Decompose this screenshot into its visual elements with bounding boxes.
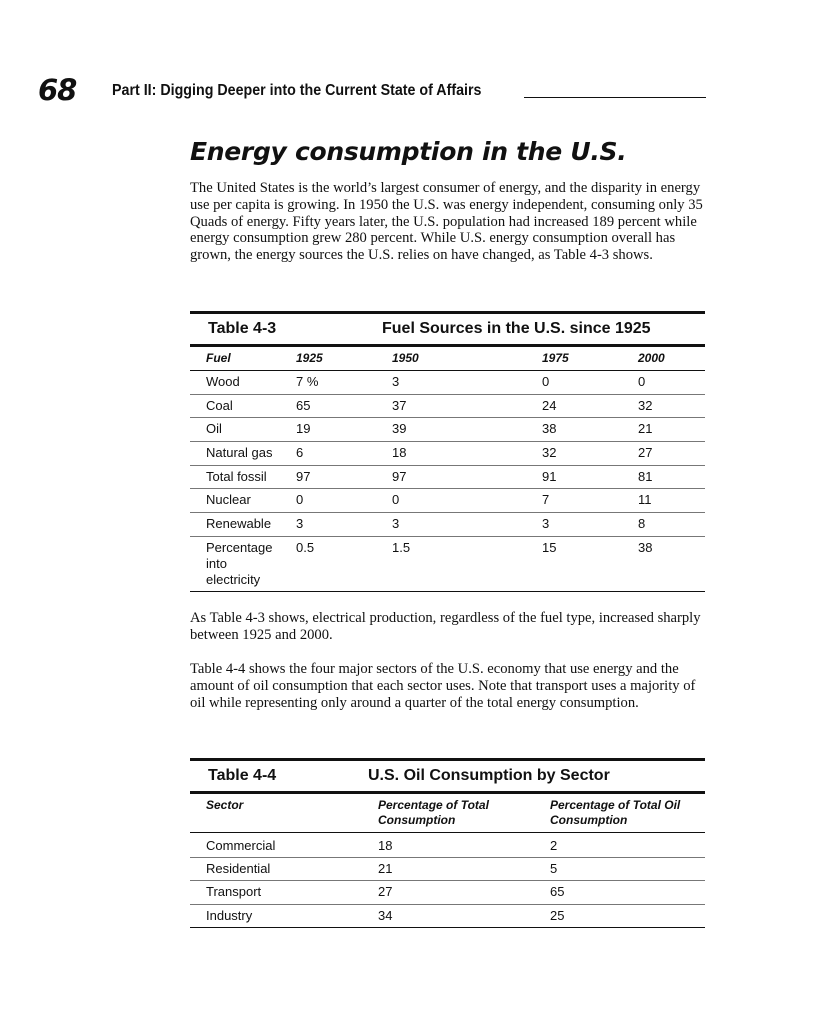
column-header: Percentage of Total Consumption bbox=[362, 793, 534, 833]
table-cell: 65 bbox=[280, 394, 376, 418]
table-cell: 21 bbox=[622, 418, 705, 442]
table-cell: 5 bbox=[534, 858, 705, 881]
table-cell: 3 bbox=[280, 513, 376, 537]
table-cell: 39 bbox=[376, 418, 526, 442]
table-cell: 8 bbox=[622, 513, 705, 537]
table-cell: 0.5 bbox=[280, 536, 376, 591]
table-cell: Transport bbox=[190, 881, 362, 904]
column-header: 2000 bbox=[622, 346, 705, 371]
table-cell: 19 bbox=[280, 418, 376, 442]
table-cell: Renewable bbox=[190, 513, 280, 537]
body-paragraph: Table 4-4 shows the four major sectors of the U.S. economy that use energy and the amount of oil consumption that each sector uses. Note that transport uses a majority of oil while representing only around a quarter of the total energy consumption. bbox=[190, 661, 696, 711]
table-cell: Percentage into electricity bbox=[190, 536, 280, 591]
table-row bbox=[190, 858, 705, 881]
section-title: Energy consumption in the U.S. bbox=[190, 137, 627, 166]
table-row bbox=[190, 442, 705, 466]
column-header: 1925 bbox=[280, 346, 376, 371]
table-header-row bbox=[190, 793, 705, 833]
body-paragraph: As Table 4-3 shows, electrical production, regardless of the fuel type, increased sharply between 1925 and 2000. bbox=[190, 610, 701, 643]
table-cell: Natural gas bbox=[190, 442, 280, 466]
column-header: Percentage of Total Oil Consumption bbox=[534, 793, 705, 833]
column-header: Fuel bbox=[190, 346, 280, 371]
table-cell: 24 bbox=[526, 394, 622, 418]
table-cell: 1.5 bbox=[376, 536, 526, 591]
header-rule bbox=[524, 97, 706, 98]
table-cell: Industry bbox=[190, 904, 362, 927]
table-row bbox=[190, 833, 705, 858]
table-cell: 91 bbox=[526, 465, 622, 489]
table-cell: 32 bbox=[622, 394, 705, 418]
table-cell: 37 bbox=[376, 394, 526, 418]
table-row bbox=[190, 418, 705, 442]
table-title: U.S. Oil Consumption by Sector bbox=[362, 760, 705, 793]
table-title: Fuel Sources in the U.S. since 1925 bbox=[376, 313, 705, 346]
table-cell: Oil bbox=[190, 418, 280, 442]
table-number: Table 4-3 bbox=[190, 313, 376, 346]
table-cell: 34 bbox=[362, 904, 534, 927]
table-cell: 0 bbox=[280, 489, 376, 513]
table-row bbox=[190, 394, 705, 418]
table-row bbox=[190, 904, 705, 927]
table-cell: 21 bbox=[362, 858, 534, 881]
table-cell: Commercial bbox=[190, 833, 362, 858]
table-cell: 97 bbox=[376, 465, 526, 489]
table-cell: 18 bbox=[376, 442, 526, 466]
table-row bbox=[190, 536, 705, 591]
table-cell: 3 bbox=[376, 371, 526, 395]
table-row bbox=[190, 881, 705, 904]
table-cell: 3 bbox=[376, 513, 526, 537]
table-cell: 18 bbox=[362, 833, 534, 858]
table-4-3 bbox=[190, 311, 705, 592]
table-cell: 38 bbox=[526, 418, 622, 442]
table-cell: 97 bbox=[280, 465, 376, 489]
table-cell: 3 bbox=[526, 513, 622, 537]
table-cell: 2 bbox=[534, 833, 705, 858]
table-cell: 7 % bbox=[280, 371, 376, 395]
column-header: Sector bbox=[190, 793, 362, 833]
table-caption-row bbox=[190, 313, 705, 346]
column-header: 1975 bbox=[526, 346, 622, 371]
table-row bbox=[190, 465, 705, 489]
table-cell: 15 bbox=[526, 536, 622, 591]
table-4-4 bbox=[190, 758, 705, 928]
table-cell: 6 bbox=[280, 442, 376, 466]
table-cell: 0 bbox=[622, 371, 705, 395]
table-cell: 38 bbox=[622, 536, 705, 591]
table-cell: 25 bbox=[534, 904, 705, 927]
table-row bbox=[190, 489, 705, 513]
page-header bbox=[38, 72, 706, 108]
table-header-row bbox=[190, 346, 705, 371]
table-cell: 32 bbox=[526, 442, 622, 466]
table-cell: 0 bbox=[376, 489, 526, 513]
table-caption-row bbox=[190, 760, 705, 793]
intro-paragraph: The United States is the world’s largest consumer of energy, and the disparity in energy use per capita is growing. In 1950 the U.S. was energy independent, consuming only 35 Quads of energy. Fifty years later, the U.S. population had increased 189 percent while energy consumption grew 280 percent. While U.S. energy consumption overall has grown, the energy sources the U.S. relies on have changed, as Table 4-3 shows. bbox=[190, 180, 703, 264]
table-cell: Residential bbox=[190, 858, 362, 881]
table-cell: 7 bbox=[526, 489, 622, 513]
table-cell: Wood bbox=[190, 371, 280, 395]
table-cell: Coal bbox=[190, 394, 280, 418]
table-cell: 11 bbox=[622, 489, 705, 513]
page-number: 68 bbox=[38, 73, 77, 107]
running-head: Part II: Digging Deeper into the Current State of Affairs bbox=[112, 82, 482, 99]
table-cell: 0 bbox=[526, 371, 622, 395]
table-row bbox=[190, 513, 705, 537]
table-cell: 27 bbox=[622, 442, 705, 466]
table-cell: 27 bbox=[362, 881, 534, 904]
table-number: Table 4-4 bbox=[190, 760, 362, 793]
table-cell: Total fossil bbox=[190, 465, 280, 489]
table-cell: Nuclear bbox=[190, 489, 280, 513]
table-cell: 65 bbox=[534, 881, 705, 904]
table-row bbox=[190, 371, 705, 395]
table-cell: 81 bbox=[622, 465, 705, 489]
column-header: 1950 bbox=[376, 346, 526, 371]
